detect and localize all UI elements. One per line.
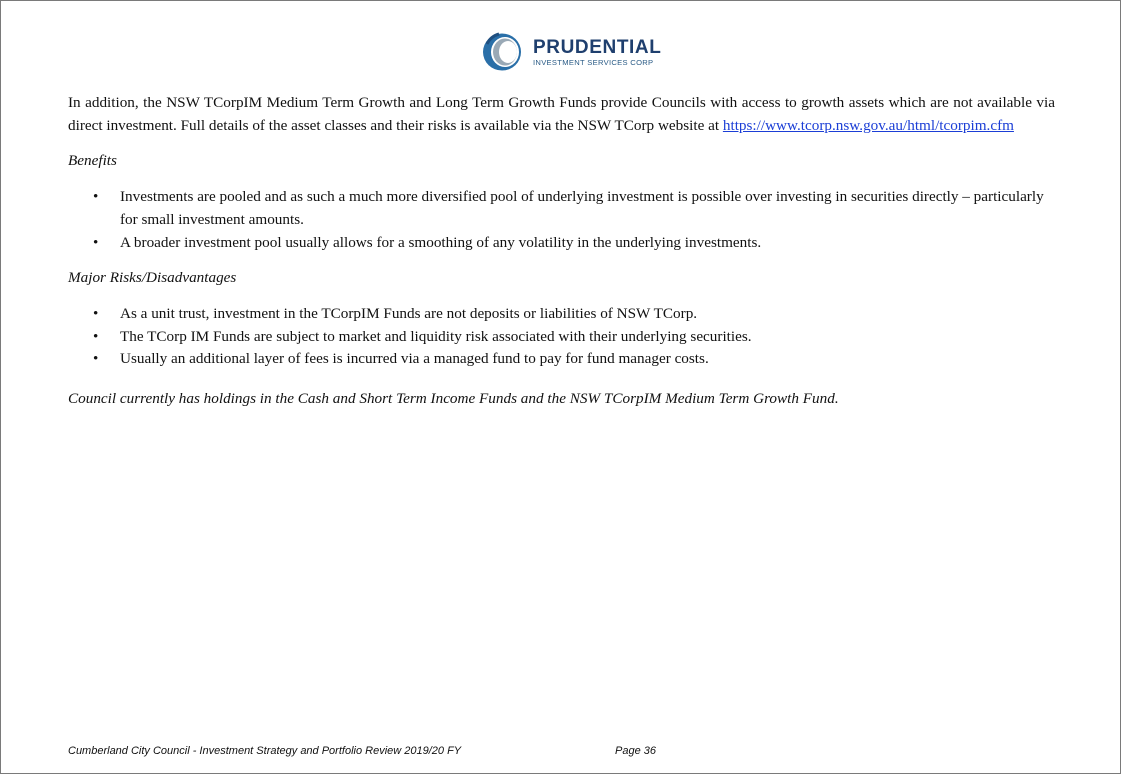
intro-paragraph	[68, 92, 1055, 137]
tcorp-website-link[interactable]: https://www.tcorp.nsw.gov.au/html/tcorpim.cfm	[722, 116, 1014, 134]
risks-heading: Major Risks/Disadvantages	[68, 269, 237, 287]
list-item	[68, 303, 1055, 326]
list-item	[68, 186, 1055, 231]
risks-list	[68, 303, 1055, 371]
bullet-icon: •	[93, 327, 99, 345]
closing-statement: Council currently has holdings in the Cash and Short Term Income Funds and the NSW TCorpIM Medium Term Growth Fund.	[68, 390, 839, 408]
benefit-text: A broader investment pool usually allows for a smoothing of any volatility in the underlying investments.	[120, 233, 762, 251]
footer-page-number: Page 36	[615, 745, 656, 757]
bullet-icon: •	[93, 233, 99, 251]
intro-text: In addition, the NSW TCorpIM Medium Term Growth and Long Term Growth Funds provide Councils with access to growth assets which are not available via direct investment. Full details of the asset classes and their risks is available via the NSW TCorp website at	[68, 94, 1055, 134]
prudential-ring-icon	[481, 32, 525, 72]
page-content	[68, 92, 1055, 411]
list-item	[68, 348, 1055, 371]
prudential-logo	[481, 32, 661, 72]
bullet-icon: •	[93, 350, 99, 368]
list-item	[68, 326, 1055, 349]
list-item	[68, 232, 1055, 255]
risk-text: The TCorp IM Funds are subject to market and liquidity risk associated with their underlying securities.	[120, 327, 752, 345]
logo-subtitle: INVESTMENT SERVICES CORP	[533, 57, 654, 67]
bullet-icon: •	[93, 188, 99, 206]
benefits-heading: Benefits	[68, 152, 117, 170]
footer-document-title: Cumberland City Council - Investment Strategy and Portfolio Review 2019/20 FY	[68, 745, 462, 757]
benefit-text: Investments are pooled and as such a much more diversified pool of underlying investment is possible over investing in securities directly – particularly for small investment amounts.	[120, 188, 1044, 228]
bullet-icon: •	[93, 304, 99, 322]
risk-text: Usually an additional layer of fees is incurred via a managed fund to pay for fund manager costs.	[120, 350, 709, 368]
logo-name: PRUDENTIAL	[533, 36, 662, 58]
risk-text: As a unit trust, investment in the TCorpIM Funds are not deposits or liabilities of NSW TCorp.	[120, 304, 698, 322]
benefits-list	[68, 186, 1055, 254]
